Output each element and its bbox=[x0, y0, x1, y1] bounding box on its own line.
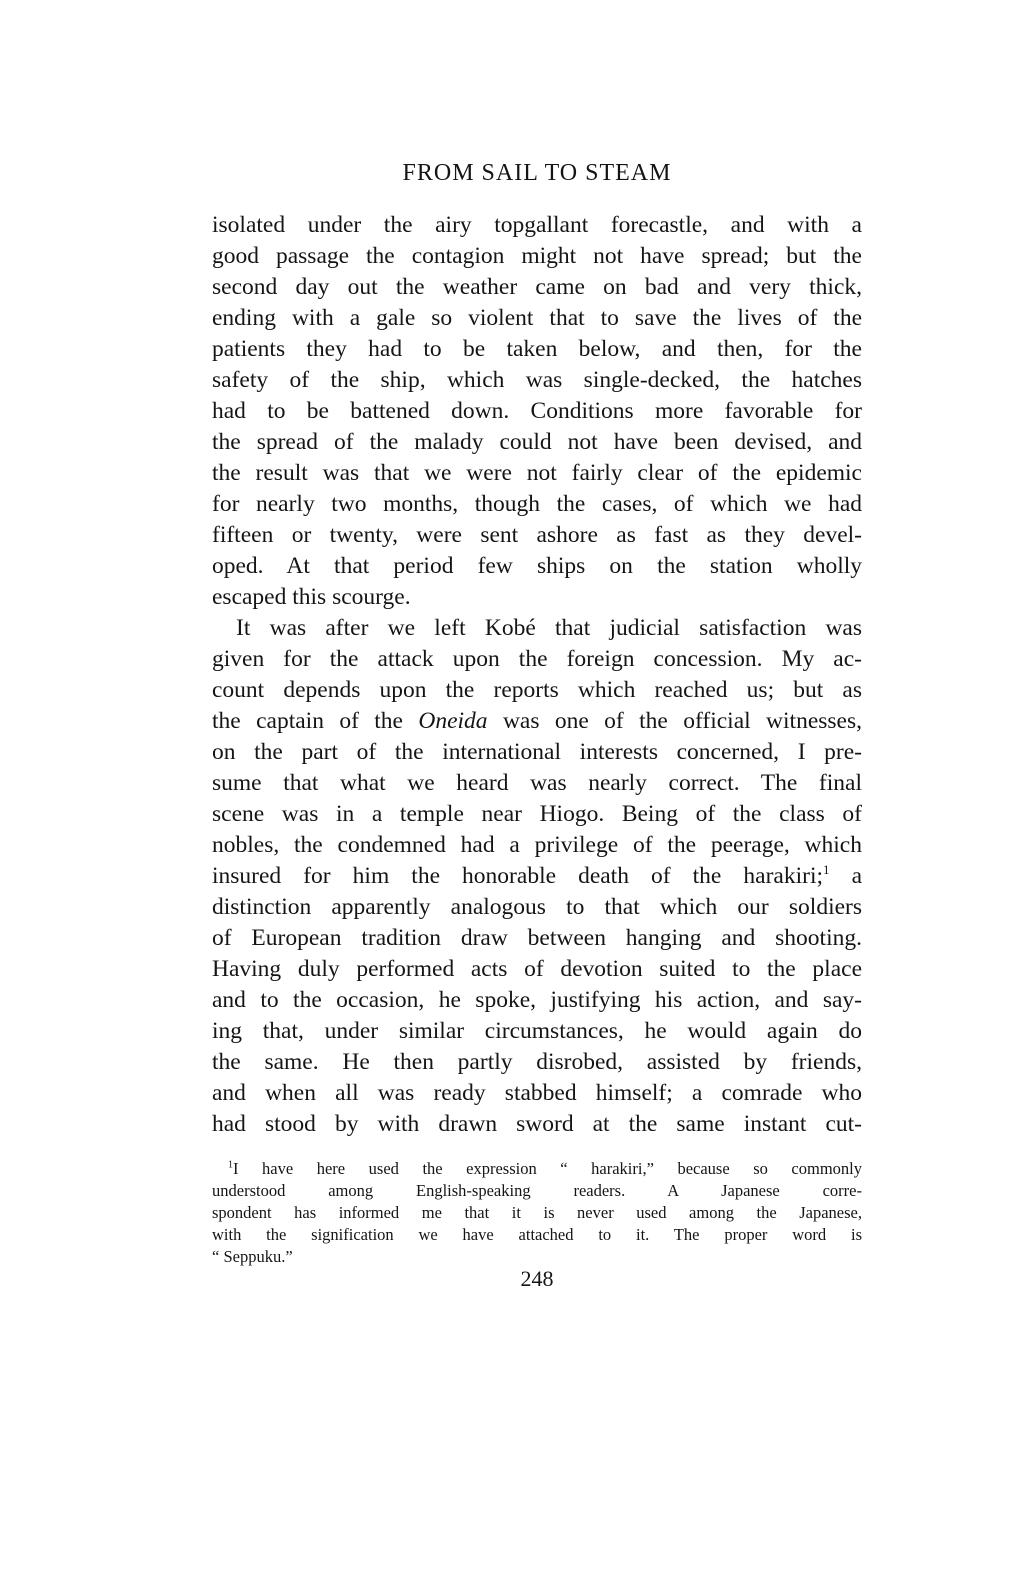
text-line: good passage the contagion might not have spread; but the bbox=[212, 243, 862, 269]
text-line: escaped this scourge. bbox=[212, 584, 411, 610]
ship-name: Oneida bbox=[418, 708, 488, 734]
page-number: 248 bbox=[520, 1266, 554, 1291]
running-head: FROM SAIL TO STEAM bbox=[402, 160, 672, 186]
footnote-line: understood among English-speaking readers. A Japanese corre- bbox=[212, 1181, 862, 1200]
text-line: on the part of the international interests concerned, I pre- bbox=[212, 739, 862, 765]
footnote-ref: 1 bbox=[823, 862, 830, 878]
text-line: isolated under the airy topgallant forecastle, and with a bbox=[212, 212, 862, 238]
text-line: nobles, the condemned had a privilege of the peerage, which bbox=[212, 832, 862, 858]
footnote-marker: 1 bbox=[228, 1159, 233, 1171]
text-segment: the captain of the bbox=[212, 708, 419, 734]
text-segment: a bbox=[829, 863, 862, 889]
text-line: for nearly two months, though the cases, of which we had bbox=[212, 491, 862, 517]
text-line: patients they had to be taken below, and then, for the bbox=[212, 336, 862, 362]
text-line: distinction apparently analogous to that which our soldiers bbox=[212, 894, 862, 920]
text-line: safety of the ship, which was single-decked, the hatches bbox=[212, 367, 862, 393]
text-line: the same. He then partly disrobed, assisted by friends, bbox=[212, 1049, 862, 1075]
text-line: of European tradition draw between hanging and shooting. bbox=[212, 925, 862, 951]
text-segment: insured for him the honorable death of the harakiri; bbox=[212, 863, 824, 889]
text-line: scene was in a temple near Hiogo. Being of the class of bbox=[212, 801, 862, 827]
text-line: second day out the weather came on bad and very thick, bbox=[212, 274, 862, 300]
text-line: ending with a gale so violent that to save the lives of the bbox=[212, 305, 862, 331]
text-line: the result was that we were not fairly clear of the epidemic bbox=[212, 460, 862, 486]
text-line: Having duly performed acts of devotion suited to the place bbox=[212, 956, 862, 982]
text-line: given for the attack upon the foreign concession. My ac- bbox=[212, 646, 862, 672]
text-segment: I have here used the expression “ harakiri,” because so commonly bbox=[233, 1159, 862, 1178]
text-line: had to be battened down. Conditions more favorable for bbox=[212, 398, 862, 424]
text-line bbox=[212, 861, 862, 892]
footnote-line: spondent has informed me that it is never used among the Japanese, bbox=[212, 1203, 862, 1222]
text-line: the spread of the malady could not have been devised, and bbox=[212, 429, 862, 455]
text-line: and when all was ready stabbed himself; a comrade who bbox=[212, 1080, 862, 1106]
text-line: fifteen or twenty, were sent ashore as fast as they devel- bbox=[212, 522, 862, 548]
text-line: had stood by with drawn sword at the same instant cut- bbox=[212, 1111, 862, 1137]
footnote-line: with the signification we have attached to it. The proper word is bbox=[212, 1225, 862, 1244]
text-line: count depends upon the reports which reached us; but as bbox=[212, 677, 862, 703]
footnote-line bbox=[212, 1158, 862, 1180]
body-text bbox=[212, 210, 862, 1140]
text-line: ing that, under similar circumstances, he would again do bbox=[212, 1018, 862, 1044]
footnote bbox=[212, 1158, 862, 1268]
text-line: It was after we left Kobé that judicial satisfaction was bbox=[236, 615, 862, 641]
text-segment: was one of the official witnesses, bbox=[487, 708, 862, 734]
text-line: sume that what we heard was nearly correct. The final bbox=[212, 770, 862, 796]
text-line: oped. At that period few ships on the station wholly bbox=[212, 553, 862, 579]
text-line: and to the occasion, he spoke, justifying his action, and say- bbox=[212, 987, 862, 1013]
text-line bbox=[212, 706, 862, 737]
footnote-line: “ Seppuku.” bbox=[212, 1247, 293, 1266]
